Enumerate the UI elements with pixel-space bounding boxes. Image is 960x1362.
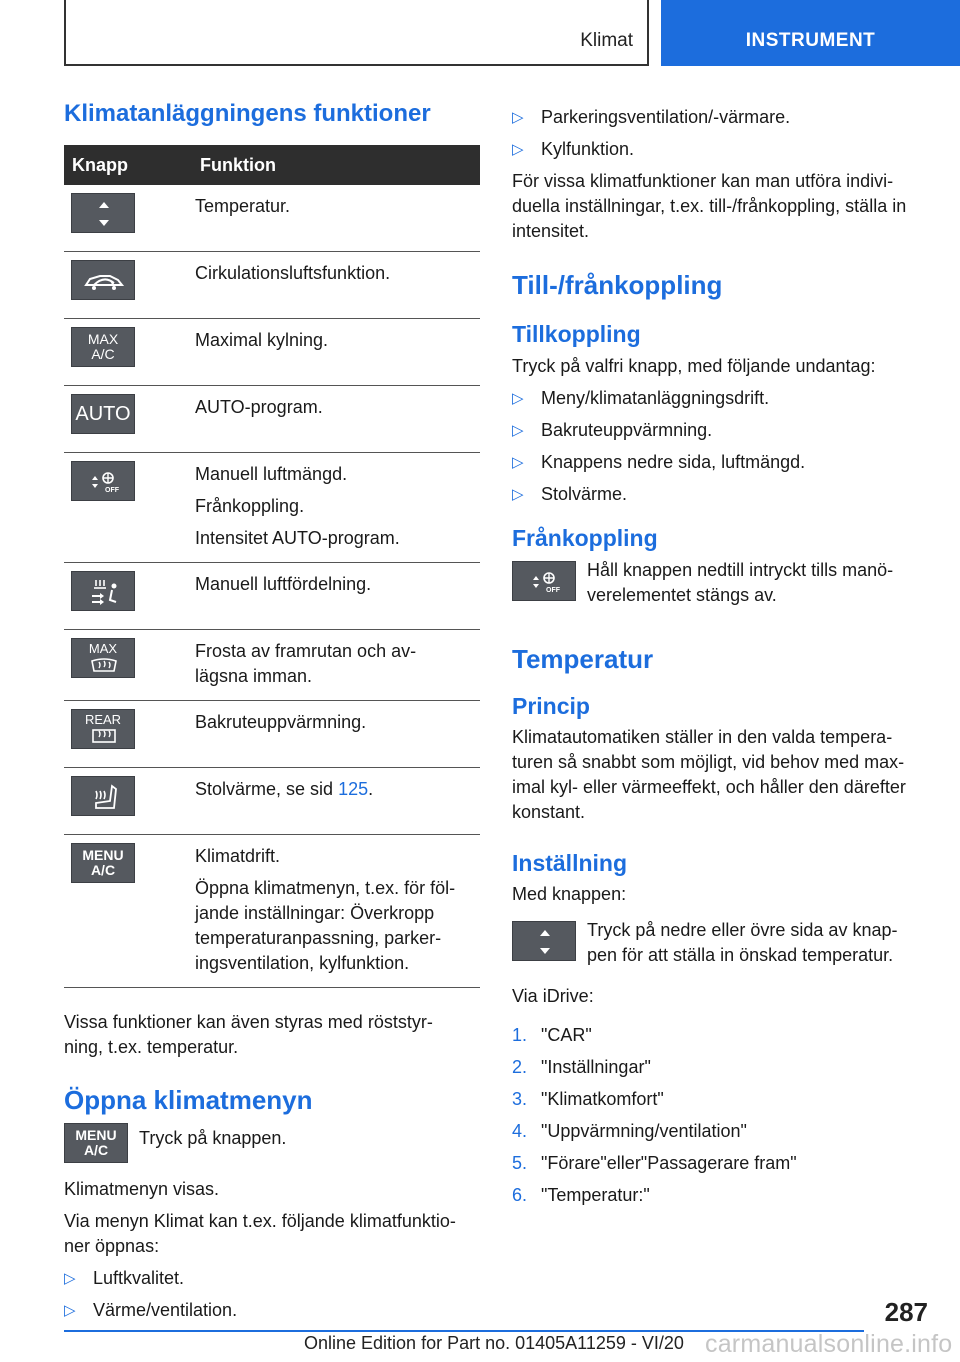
recirculation-car-icon	[71, 260, 135, 300]
page-number: 287	[884, 1297, 928, 1327]
watermark: carmanualsonline.info	[705, 1330, 953, 1358]
function-text: Bakruteuppvärmning.	[195, 712, 367, 732]
individual-settings-text: För vissa klimatfunktioner kan man utföra indivi- duella inställningar, t.ex. till-/frånkoppling, ställa in intensitet.	[512, 171, 907, 241]
table-row	[64, 386, 480, 453]
switch-on-text: Tryck på valfri knapp, med följande undantag:	[512, 356, 876, 376]
header-section-box	[64, 0, 649, 66]
right-column	[512, 105, 932, 1215]
left-column	[64, 100, 480, 1330]
svg-text:OFF: OFF	[546, 587, 560, 594]
temperature-heading: Temperatur	[512, 644, 654, 674]
triangle-bullet-icon: ▷	[512, 390, 524, 407]
header-chapter-title: INSTRUMENT	[745, 30, 876, 51]
functions-table-header	[64, 145, 480, 185]
list-item: 6. "Temperatur:"	[512, 1185, 650, 1205]
list-item: 2. "Inställningar"	[512, 1057, 651, 1077]
triangle-bullet-icon: ▷	[64, 1302, 76, 1319]
list-item: ▷ Meny/klimatanläggningsdrift.	[512, 386, 932, 411]
svg-text:OFF: OFF	[105, 487, 119, 494]
triangle-bullet-icon: ▷	[512, 422, 524, 439]
principle-text: Klimatautomatiken ställer in den valda tempera- turen så snabbt som möjligt, vid behov med max- imal kyl- eller värmeeffekt, och håller den därefter konstant.	[512, 727, 906, 822]
idrive-steps	[512, 1023, 932, 1208]
max-defrost-icon: MAX	[71, 638, 135, 678]
column-header-button: Knapp	[64, 145, 195, 185]
list-item: ▷ Knappens nedre sida, luftmängd.	[512, 450, 932, 475]
switch-off-heading: Frånkoppling	[512, 525, 658, 551]
triangle-bullet-icon: ▷	[512, 454, 524, 471]
table-row	[64, 185, 480, 252]
function-text: Cirkulationsluftsfunktion.	[195, 263, 391, 283]
via-idrive-text: Via iDrive:	[512, 986, 594, 1006]
fan-off-icon	[512, 561, 576, 601]
function-text: Temperatur.	[195, 196, 291, 216]
temp-updown-icon	[71, 193, 135, 233]
function-text: Manuell luftmängd.	[195, 464, 348, 484]
menu-function-list-cont	[512, 105, 932, 162]
temperature-button-instruction	[512, 918, 932, 968]
list-item: 4. "Uppvärmning/ventilation"	[512, 1121, 747, 1141]
column-header-function: Funktion	[195, 145, 480, 185]
switch-off-instruction	[512, 558, 932, 608]
air-distribution-icon	[71, 571, 135, 611]
function-text: Frosta av framrutan och av- lägsna imman.	[195, 641, 417, 686]
header-section-title: Klimat	[580, 30, 633, 51]
list-item: 5. "Förare"eller"Passagerare fram"	[512, 1153, 797, 1173]
switch-on-heading: Tillkoppling	[512, 321, 641, 347]
triangle-bullet-icon: ▷	[512, 109, 524, 126]
temp-updown-icon	[512, 921, 576, 961]
functions-table	[64, 145, 480, 988]
with-button-text: Med knappen:	[512, 884, 627, 904]
function-text: Stolvärme, se sid 125.	[195, 779, 374, 799]
list-item: ▷ Parkeringsventilation/-värmare.	[512, 105, 932, 130]
menu-via-text: Via menyn Klimat kan t.ex. följande klimatfunktio- ner öppnas:	[64, 1211, 456, 1256]
table-row	[64, 768, 480, 835]
function-text: Öppna klimatmenyn, t.ex. för föl- jande inställningar: Överkropp temperaturanpassning, parker- ingsventilation, kylfunktion.	[195, 878, 456, 973]
functions-heading: Klimatanläggningens funktioner	[64, 100, 431, 127]
press-button-text: Tryck på knappen.	[139, 1128, 287, 1148]
temperature-button-text: Tryck på nedre eller övre sida av knap- pen för att ställa in önskad temperatur.	[587, 920, 898, 965]
function-text: Manuell luftfördelning.	[195, 574, 372, 594]
rear-defrost-icon: REAR	[71, 709, 135, 749]
list-item: ▷ Kylfunktion.	[512, 137, 932, 162]
table-row	[64, 453, 480, 563]
triangle-bullet-icon: ▷	[512, 486, 524, 503]
header-chapter-tab[interactable]	[661, 0, 960, 66]
list-item: 3. "Klimatkomfort"	[512, 1089, 664, 1109]
list-item: ▷ Luftkvalitet.	[64, 1266, 480, 1291]
fan-off-icon	[71, 461, 135, 501]
menu-ac-icon: MENU A/C	[71, 843, 135, 883]
voice-control-note: Vissa funktioner kan även styras med röststyr- ning, t.ex. temperatur.	[64, 1012, 433, 1057]
list-item: 1. "CAR"	[512, 1025, 592, 1045]
toggle-heading: Till-/frånkoppling	[512, 270, 723, 300]
function-text: Maximal kylning.	[195, 330, 329, 350]
menu-shown-text: Klimatmenyn visas.	[64, 1179, 220, 1199]
menu-function-list	[64, 1266, 480, 1323]
switch-on-exceptions	[512, 386, 932, 507]
triangle-bullet-icon: ▷	[64, 1270, 76, 1287]
table-row	[64, 701, 480, 768]
function-text: AUTO-program.	[195, 397, 323, 417]
seat-heating-icon	[71, 776, 135, 816]
list-item: ▷ Bakruteuppvärmning.	[512, 418, 932, 443]
function-text: Intensitet AUTO-program.	[195, 528, 400, 548]
list-item: ▷ Värme/ventilation.	[64, 1298, 480, 1323]
table-row	[64, 563, 480, 630]
open-menu-instruction	[64, 1126, 480, 1163]
table-row	[64, 252, 480, 319]
max-ac-icon: MAX A/C	[71, 327, 135, 367]
open-menu-heading: Öppna klimatmenyn	[64, 1085, 313, 1115]
table-row	[64, 319, 480, 386]
setting-heading: Inställning	[512, 850, 627, 876]
triangle-bullet-icon: ▷	[512, 141, 524, 158]
switch-off-text: Håll knappen nedtill intryckt tills manö- verelementet stängs av.	[587, 560, 894, 605]
principle-heading: Princip	[512, 693, 590, 719]
footer-edition: Online Edition for Part no. 01405A11259 - VI/20	[304, 1333, 684, 1353]
list-item: ▷ Stolvärme.	[512, 482, 932, 507]
table-row	[64, 630, 480, 701]
function-text: Frånkoppling.	[195, 496, 305, 516]
menu-ac-icon: MENU A/C	[64, 1123, 128, 1163]
function-text: Klimatdrift.	[195, 846, 281, 866]
table-row	[64, 835, 480, 988]
auto-icon: AUTO	[71, 394, 135, 434]
page-link-125[interactable]: 125	[338, 779, 369, 799]
